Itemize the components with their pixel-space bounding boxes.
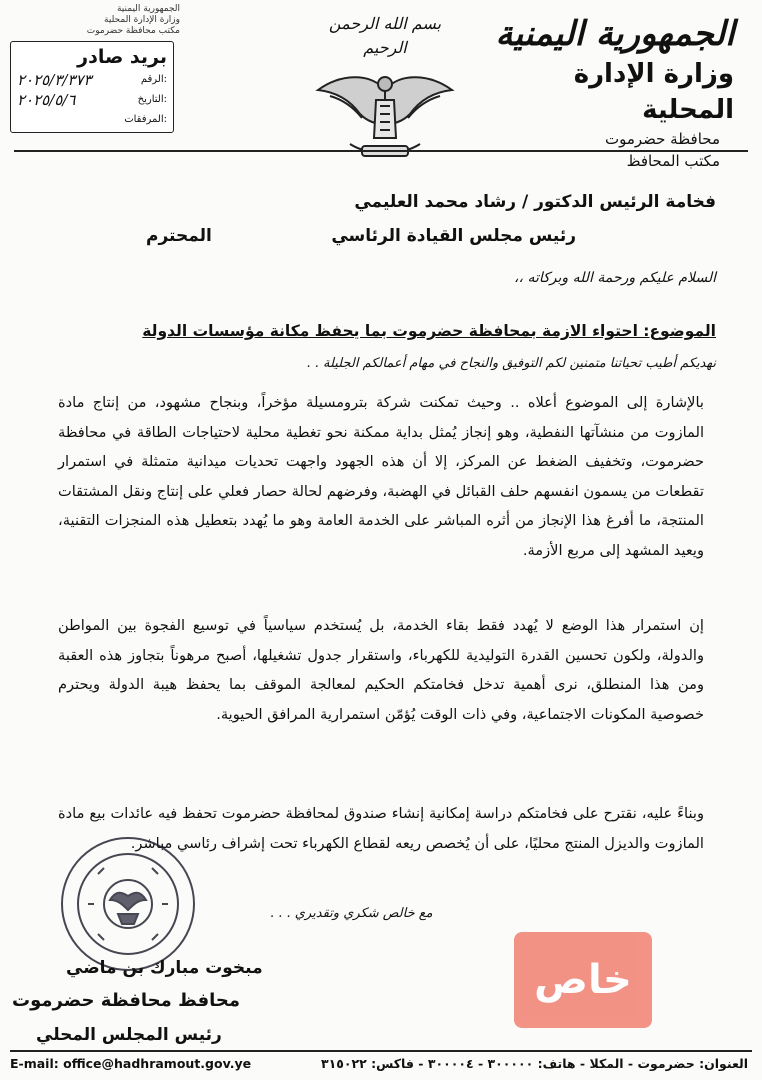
- official-stamp-icon: [58, 834, 198, 974]
- country-name: الجمهورية اليمنية: [495, 14, 735, 54]
- footer-divider: [10, 1050, 752, 1052]
- office-name: مكتب المحافظ: [626, 152, 720, 170]
- addressee-name: فخامة الرئيس الدكتور / رشاد محمد العليمي: [354, 192, 716, 212]
- body-paragraph: إن استمرار هذا الوضع لا يُهدد فقط بقاء الخدمة، بل يُستخدم سياسياً في توسيع الفجوة بين المواطن والدولة، ولكون تحسين القدرة التوليدية للكهرباء، واستقرار جدول تشغيلها، أصبح مرهوناً بتجاوز هذه العقبة ومن هذا المنطلق، نرى أهمية تدخل فخامتكم الحكيم لمعالجة الموقف بما يحفظ هيبة الدولة ويحترم خصوصية المكونات الاجتماعية، وفي ذات الوقت يُؤمّن استمرارية المرافق الحيوية.: [58, 617, 704, 723]
- outgoing-date-row: [17, 90, 167, 110]
- footer-address: العنوان: حضرموت - المكلا - هاتف: ٣٠٠٠٠٠ - ٣٠٠٠٠٤ - فاكس: ٣١٥٠٢٢: [320, 1056, 748, 1071]
- body-paragraph: وبناءً عليه، نقترح على فخامتكم دراسة إمكانية إنشاء صندوق لمحافظة حضرموت تحفظ فيه عائدات بيع مادة المازوت والديزل المنتج محليًا، على أن يُخصص ريعه لقطاع الكهرباء تحت إشراف رئاسي مباشر.: [58, 805, 704, 852]
- outgoing-attachments-label: المرفقات:: [124, 114, 167, 125]
- header-divider: [14, 150, 748, 152]
- outgoing-date-label: التاريخ:: [137, 94, 167, 105]
- emblem-block: [310, 12, 460, 142]
- greeting: السلام عليكم ورحمة الله وبركاته ،،: [513, 270, 716, 286]
- signatory-name: مبخوت مبارك بن ماضي: [66, 958, 263, 978]
- mini-line: الجمهورية اليمنية: [116, 4, 180, 14]
- addressee-honorific: المحترم: [146, 226, 212, 246]
- eagle-emblem-icon: [310, 60, 460, 164]
- mini-line: وزارة الإدارة المحلية: [104, 15, 180, 25]
- letterhead-right: [490, 12, 740, 172]
- mini-letterhead: [10, 4, 180, 37]
- governorate-name: محافظة حضرموت: [604, 130, 720, 148]
- signatory-role: رئيس المجلس المحلي: [36, 1025, 222, 1045]
- outgoing-number-row: [17, 70, 167, 90]
- ministry-name: وزارة الإدارة المحلية: [573, 59, 734, 125]
- signatory-title: محافظ محافظة حضرموت: [12, 990, 241, 1011]
- intro-line: نهديكم أطيب تحياتنا متمنين لكم التوفيق والنجاح في مهام أعمالكم الجليلة . .: [306, 356, 716, 371]
- addressee-title: رئيس مجلس القيادة الرئاسي: [331, 226, 576, 246]
- basmala: بسم الله الرحمن الرحيم: [328, 14, 442, 57]
- outgoing-stamp-box: [10, 41, 174, 133]
- body-paragraph: بالإشارة إلى الموضوع أعلاه .. وحيث تمكنت شركة بترومسيلة مؤخراً، وبنجاح مشهود، من إنتاج مادة المازوت من منشآتها النفطية، وهو إنجاز يُمثل بداية ممكنة نحو تغطية محلية لاحتياجات الطاقة في محافظة حضرموت، وتخفيف الضغط عن المركز، إلا أن هذه الجهود واجهت تحديات ميدانية متمثلة في استمرار تقطعات من يسمون انفسهم حلف القبائل في الهضبة، وفرضهم لحالة حصار فعلي على إنتاج ونقل المشتقات المنتجة، ما أفرغ هذا الإنجاز من أثره المباشر على الخدمة العامة وهو ما يُهدد بتعطيل هذه المنجزات التقنية، ويعيد المشهد إلى مربع الأزمة.: [58, 394, 704, 559]
- closing-line: مع خالص شكري وتقديري . . .: [270, 906, 433, 921]
- watermark-badge: خاص: [514, 932, 652, 1028]
- outgoing-date-value: ٢٠٢٥/٥/٦: [17, 91, 76, 109]
- subject-line: الموضوع: احتواء الازمة بمحافظة حضرموت بما يحفظ مكانة مؤسسات الدولة: [142, 322, 716, 340]
- mini-line: مكتب محافظة حضرموت: [86, 26, 180, 36]
- outgoing-title: بريد صادر: [77, 46, 167, 68]
- outgoing-attachments-row: [17, 110, 167, 130]
- outgoing-mail-block: [10, 4, 180, 133]
- footer-email: E-mail: office@hadhramout.gov.ye: [10, 1056, 252, 1071]
- outgoing-number-label: الرقم:: [140, 74, 167, 85]
- outgoing-number-value: ٢٠٢٥/٣/٣٧٣: [17, 71, 92, 89]
